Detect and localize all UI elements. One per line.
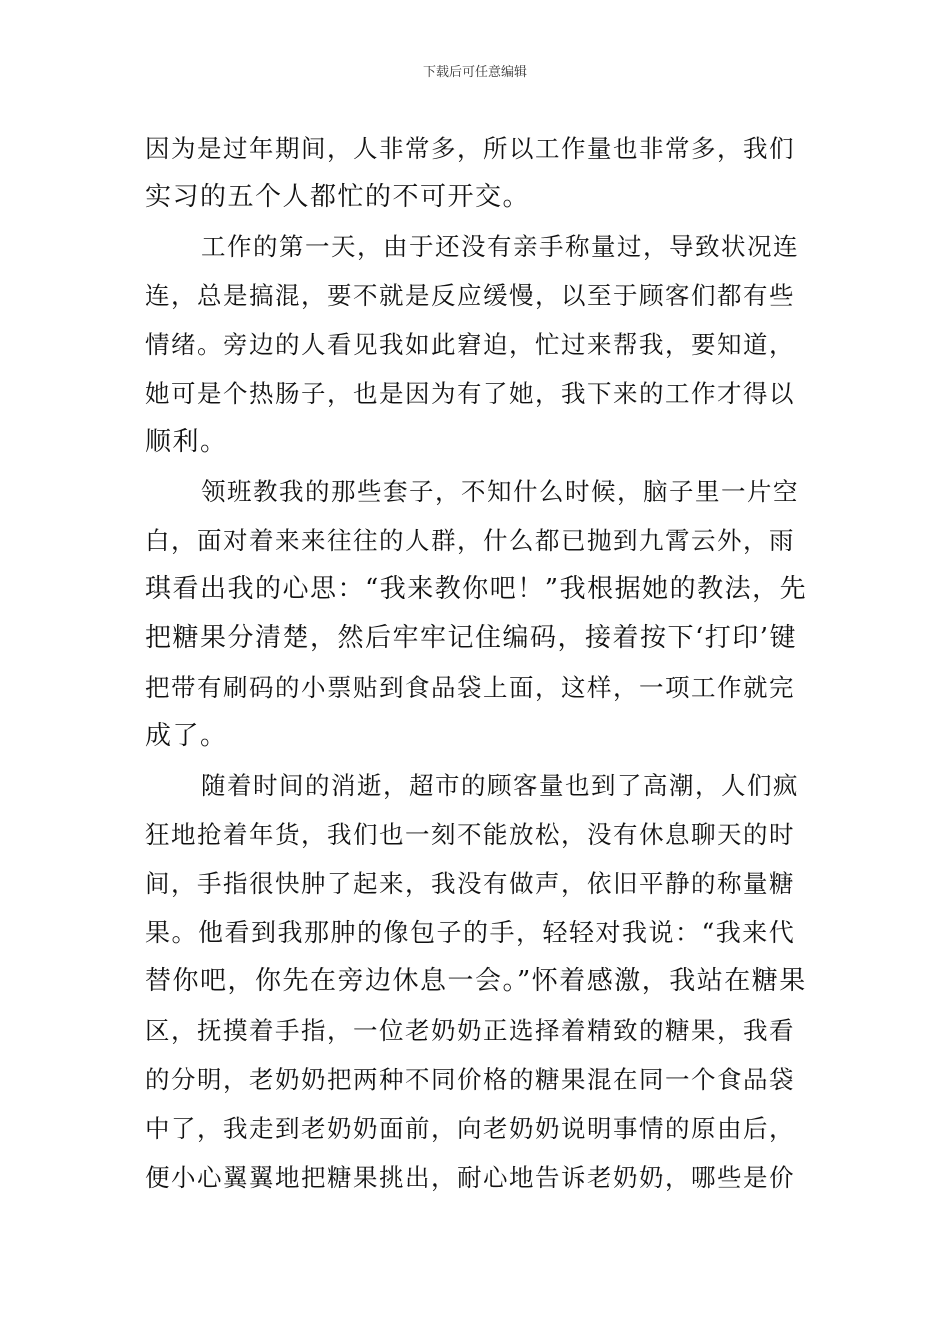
text-line: 连，总是搞混，要不就是反应缓慢，以至于顾客们都有些: [145, 281, 795, 310]
text-line: 因为是过年期间，人非常多，所以工作量也非常多，我们: [145, 134, 795, 163]
text-line: 成了。: [145, 721, 228, 751]
text-line: 的分明，老奶奶把两种不同价格的糖果混在同一个食品袋: [145, 1065, 795, 1094]
text-line: 白，面对着来来往往的人群，什么都已抛到九霄云外，雨: [145, 526, 795, 555]
text-line: 间，手指很快肿了起来，我没有做声，依旧平静的称量糖: [145, 869, 795, 898]
text-line: 中了，我走到老奶奶面前，向老奶奶说明事情的原由后，: [145, 1114, 795, 1143]
text-line: 实习的五个人都忙的不可开交。: [145, 182, 531, 212]
text-line: 琪看出我的心思：“我来教你吧！”我根据她的教法，先: [145, 574, 808, 604]
text-line: 区，抚摸着手指，一位老奶奶正选择着精致的糖果，我看: [145, 1016, 795, 1045]
paragraph-first-line: 随着时间的消逝，超市的顾客量也到了高潮，人们疯: [201, 771, 799, 800]
paragraph-first-line: 领班教我的那些套子，不知什么时候，脑子里一片空: [201, 477, 799, 506]
text-line: 果。他看到我那肿的像包子的手，轻轻对我说：“我来代: [145, 918, 796, 947]
text-line: 把带有刷码的小票贴到食品袋上面，这样，一项工作就完: [145, 673, 795, 702]
text-line: 把糖果分清楚，然后牢牢记住编码，接着按下‘打印’键: [145, 623, 798, 653]
document-body: [145, 124, 807, 1202]
text-line: 顺利。: [145, 427, 228, 457]
text-line: 替你吧，你先在旁边休息一会。”怀着感激，我站在糖果: [145, 966, 807, 996]
text-line: 便小心翼翼地把糖果挑出，耐心地告诉老奶奶，哪些是价: [145, 1163, 795, 1192]
paragraph-first-line: 工作的第一天，由于还没有亲手称量过，导致状况连: [201, 232, 799, 261]
page-header: 下载后可任意编辑: [422, 65, 527, 80]
text-line: 她可是个热肠子，也是因为有了她，我下来的工作才得以: [145, 379, 795, 408]
text-line: 狂地抢着年货，我们也一刻不能放松，没有休息聊天的时: [145, 820, 795, 849]
text-line: 情绪。旁边的人看见我如此窘迫，忙过来帮我，要知道，: [145, 330, 795, 359]
